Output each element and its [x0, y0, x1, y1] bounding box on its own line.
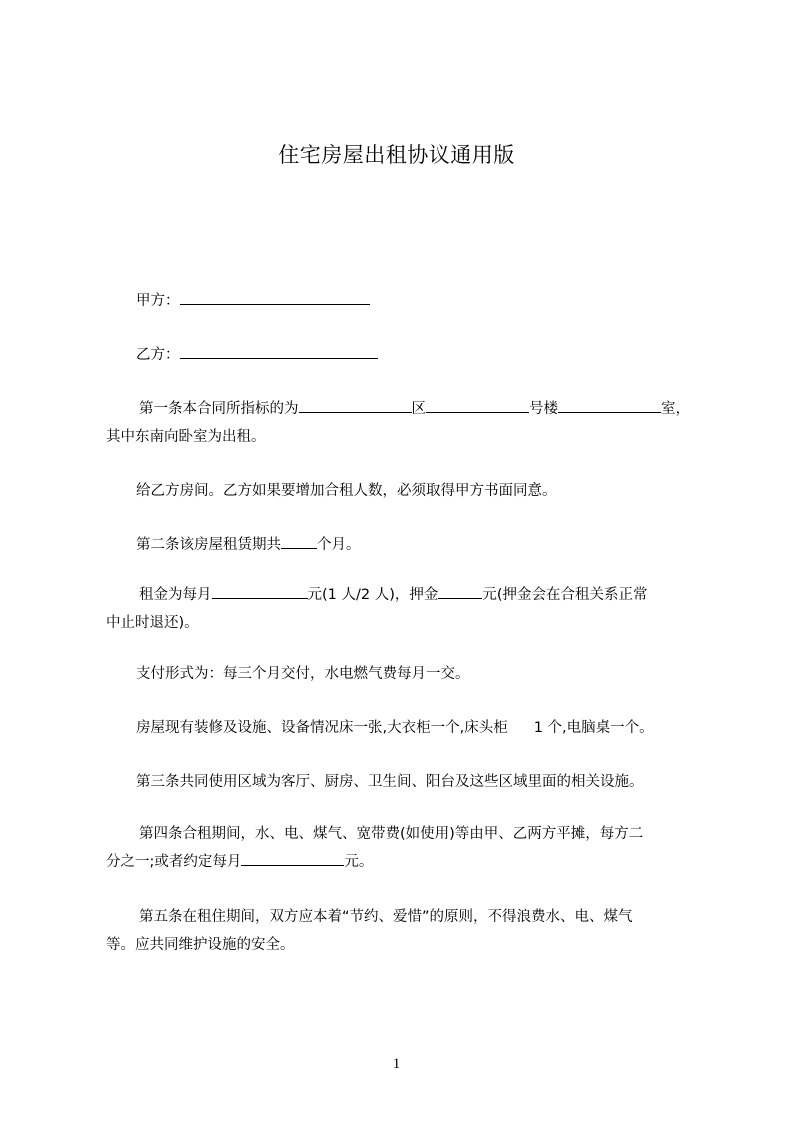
rent-amount-blank: [212, 584, 308, 599]
clause-4-line-2: [106, 848, 706, 876]
clause-2-text-1: 第二条该房屋租赁期共: [136, 537, 281, 553]
party-a-label: 甲方：: [136, 293, 180, 309]
clause-2-months-blank: [281, 534, 317, 549]
party-b-blank: [180, 344, 378, 359]
clause-1-text-3: 号楼: [529, 401, 558, 417]
clause-1-building-blank: [426, 398, 529, 413]
deposit-amount-blank: [438, 584, 482, 599]
rent-line-1: [106, 581, 706, 609]
clause-1-district-blank: [299, 398, 412, 413]
clause-4-text-3: 元。: [344, 854, 374, 870]
room-notice-line: [106, 477, 706, 505]
rent-line-2: 中止时退还)。: [106, 615, 199, 631]
payment-line: [106, 660, 706, 688]
party-a-blank: [180, 290, 370, 305]
clause-1-line-2: 其中东南向卧室为出租。: [106, 429, 266, 445]
rent-text-2: 元(1 人/2 人)，押金: [307, 587, 439, 603]
clause-1-line-1: [106, 395, 706, 423]
clause-4-amount-blank: [241, 851, 344, 866]
rent-text-3: 元(押金会在合租关系正常: [482, 587, 648, 603]
clause-3-line: [106, 768, 706, 796]
clause-4-line-1: [106, 820, 706, 848]
clause-1-text-2: 区: [411, 401, 426, 417]
party-a-line: [106, 287, 706, 315]
clause-4-text-1: 第四条合租期间，水、电、煤气、宽带费(如使用)等由甲、乙两方平摊，每方二: [139, 826, 644, 842]
clause-2-line: [106, 531, 706, 559]
document-title: 住宅房屋出租协议通用版: [278, 143, 515, 167]
clause-5-text-1: 第五条在租住期间，双方应本着“节约、爱惜”的原则，不得浪费水、电、煤气: [139, 909, 633, 925]
page-number: 1: [392, 1056, 401, 1072]
room-notice-text: 给乙方房间。乙方如果要增加合租人数，必须取得甲方书面同意。: [136, 483, 557, 499]
payment-text: 支付形式为：每三个月交付，水电燃气费每月一交。: [136, 666, 470, 682]
clause-2-text-2: 个月。: [317, 537, 361, 553]
clause-1-text-1: 第一条本合同所指标的为: [139, 401, 299, 417]
rent-text-1: 租金为每月: [139, 587, 212, 603]
furnishing-text-1: 房屋现有装修及设施、设备情况床一张,大衣柜一个,床头柜: [136, 720, 508, 736]
clause-3-text: 第三条共同使用区域为客厅、厨房、卫生间、阳台及这些区域里面的相关设施。: [136, 774, 644, 790]
furnishing-line: [106, 714, 706, 742]
furnishing-text-2: 1 个,电脑桌一个。: [533, 720, 654, 736]
clause-5-line-2: 等。应共同维护设施的安全。: [106, 937, 295, 953]
clause-5-line-1: [106, 903, 706, 931]
clause-1-room-blank: [558, 398, 661, 413]
clause-4-text-2: 分之一;或者约定每月: [106, 854, 242, 870]
party-b-line: [106, 341, 706, 369]
clause-1-text-4: 室，: [661, 401, 690, 417]
party-b-label: 乙方：: [136, 347, 180, 363]
